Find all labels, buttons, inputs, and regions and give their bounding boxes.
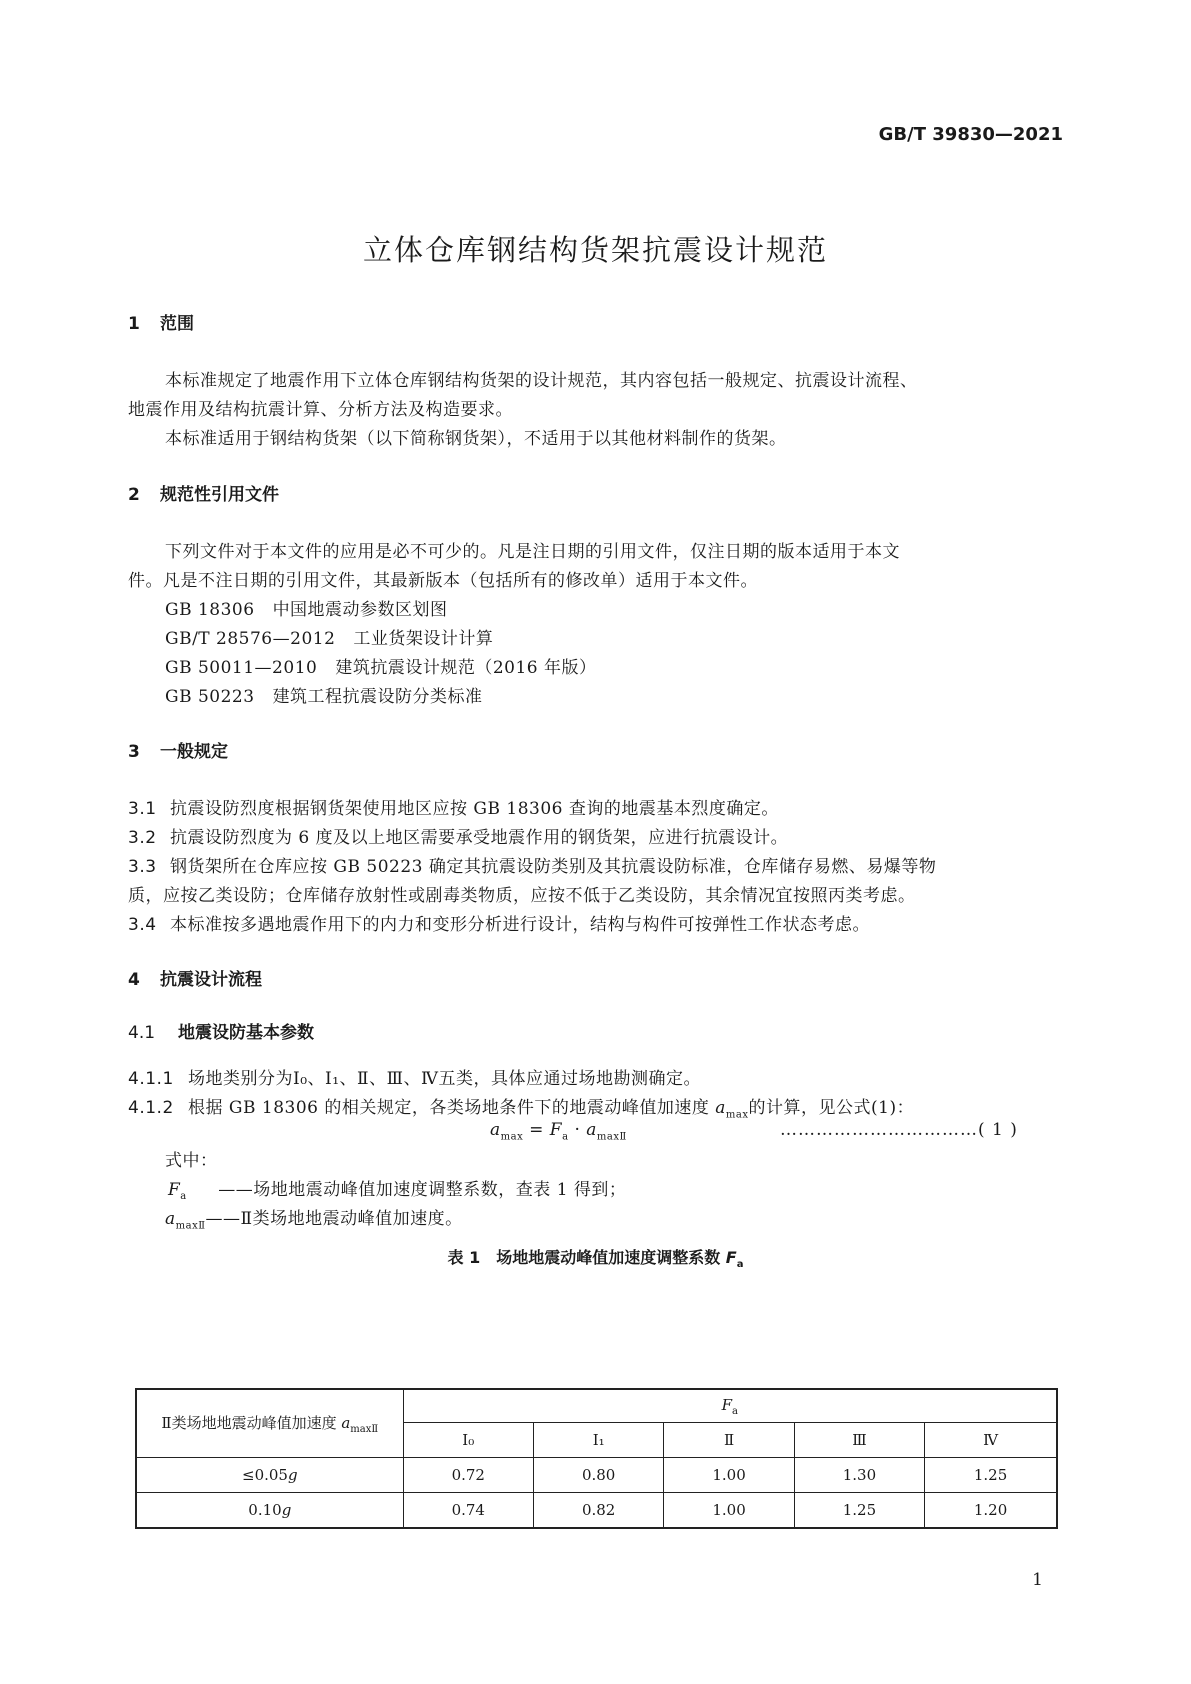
def-text: ——Ⅱ类场地地震动峰值加速度。 [205, 1209, 463, 1229]
formula-1-number [780, 1120, 1018, 1140]
def-symbol: F [168, 1180, 181, 1200]
reference-code: GB 18306 [165, 600, 255, 620]
section-title: 规范性引用文件 [160, 485, 279, 505]
row-label [136, 1458, 403, 1493]
clause-number: 4.1.2 [128, 1098, 174, 1118]
fa-header-cell [403, 1389, 1057, 1423]
symbol-a: a [715, 1098, 726, 1118]
clause-3-3-continuation: 质，应按乙类设防；仓库储存放射性或剧毒类物质，应按不低于乙类设防，其余情况宜按照丙类考虑。 [128, 886, 916, 906]
row-label-value: ≤0.05 [242, 1466, 288, 1484]
clause-4-1-2 [128, 1093, 914, 1120]
section-4-heading [128, 965, 262, 990]
page-number: 1 [1032, 1570, 1043, 1590]
document-title: 立体仓库钢结构货架抗震设计规范 [362, 233, 828, 267]
clause-number: 3.1 [128, 799, 157, 819]
row-label-unit: g [287, 1466, 298, 1484]
reference-code: GB 50223 [165, 687, 255, 707]
section-1-heading [128, 309, 194, 334]
reference-item [165, 682, 483, 707]
formula-r-subscript: maxⅡ [596, 1131, 627, 1143]
table-row [136, 1458, 1057, 1493]
symbol-subscript: max [725, 1109, 749, 1121]
fa-symbol: F [721, 1395, 733, 1414]
clause-3-4 [128, 910, 870, 935]
reference-code: GB/T 28576—2012 [165, 629, 336, 649]
row-label [136, 1493, 403, 1529]
subsection-number: 4.1 [128, 1023, 156, 1043]
clause-text: 本标准按多遇地震作用下的内力和变形分析进行设计，结构与构件可按弹性工作状态考虑。 [170, 915, 870, 935]
table-cell: 0.82 [533, 1493, 663, 1529]
section-number: 3 [128, 742, 140, 762]
formula-r-symbol: a [586, 1120, 597, 1140]
row-label-value: 0.10 [248, 1501, 282, 1519]
table-cell: 0.80 [533, 1458, 663, 1493]
caption-text: 表 1 场地地震动峰值加速度调整系数 [447, 1248, 726, 1267]
reference-code: GB 50011—2010 [165, 658, 318, 678]
def-subscript: maxⅡ [175, 1220, 206, 1232]
formula-dot: · [568, 1120, 587, 1140]
standard-number: GB/T 39830—2021 [878, 124, 1063, 145]
clause-4-1-1 [128, 1064, 701, 1089]
formula-dots: …………………………… [780, 1120, 978, 1140]
clause-number: 3.4 [128, 915, 157, 935]
clause-text: 根据 GB 18306 的相关规定，各类场地条件下的地震动峰值加速度 [188, 1098, 716, 1118]
formula-equals: = [523, 1120, 550, 1140]
fa-subscript: a [732, 1405, 738, 1417]
clause-text: 抗震设防烈度根据钢货架使用地区应按 GB 18306 查询的地震基本烈度确定。 [170, 799, 779, 819]
table-1-caption [0, 1245, 1191, 1270]
clause-text: 抗震设防烈度为 6 度及以上地区需要承受地震作用的钢货架，应进行抗震设计。 [170, 828, 789, 848]
section-title: 一般规定 [160, 742, 228, 762]
section-title: 范围 [160, 314, 194, 334]
subsection-4-1-heading [128, 1018, 314, 1043]
reference-item [165, 624, 493, 649]
clause-text: 钢货架所在仓库应按 GB 50223 确定其抗震设防类别及其抗震设防标准，仓库储存易燃、易爆等物 [170, 857, 937, 877]
table-header-row [136, 1389, 1057, 1423]
table-cell: 0.72 [403, 1458, 533, 1493]
section-2-heading [128, 480, 279, 505]
site-class-header: Ⅲ [794, 1423, 924, 1458]
clause-3-1 [128, 794, 779, 819]
reference-item [165, 595, 448, 620]
table-cell: 1.20 [925, 1493, 1057, 1529]
row-header-cell [136, 1389, 403, 1458]
clause-number: 4.1.1 [128, 1069, 174, 1089]
site-class-header: Ⅳ [925, 1423, 1057, 1458]
def-symbol: a [165, 1209, 176, 1229]
formula-1 [490, 1120, 627, 1142]
table-cell: 0.74 [403, 1493, 533, 1529]
s1-paragraph-line: 地震作用及结构抗震计算、分析方法及构造要求。 [128, 400, 513, 420]
table-cell: 1.25 [794, 1493, 924, 1529]
section-number: 1 [128, 314, 140, 334]
s1-paragraph-line: 本标准规定了地震作用下立体仓库钢结构货架的设计规范，其内容包括一般规定、抗震设计流程、 [165, 371, 918, 391]
formula-number: ( 1 ) [978, 1120, 1018, 1140]
def-subscript: a [180, 1191, 187, 1203]
clause-number: 3.3 [128, 857, 157, 877]
reference-item [165, 653, 597, 678]
clause-text: 的计算，见公式(1)： [748, 1098, 915, 1118]
reference-title: 建筑工程抗震设防分类标准 [272, 687, 483, 707]
row-label-unit: g [281, 1501, 292, 1519]
subsection-title: 地震设防基本参数 [178, 1023, 314, 1043]
section-number: 4 [128, 970, 140, 990]
definition-amax [165, 1204, 463, 1231]
site-class-header: Ⅱ [664, 1423, 794, 1458]
s2-paragraph-line: 下列文件对于本文件的应用是必不可少的。凡是注日期的引用文件，仅注日期的版本适用于本文 [165, 542, 900, 562]
section-3-heading [128, 737, 228, 762]
clause-number: 3.2 [128, 828, 157, 848]
formula-lhs-subscript: max [500, 1131, 524, 1143]
section-number: 2 [128, 485, 140, 505]
s2-paragraph-line: 件。凡是不注日期的引用文件，其最新版本（包括所有的修改单）适用于本文件。 [128, 571, 758, 591]
table-cell: 1.00 [664, 1493, 794, 1529]
row-header-subscript: maxⅡ [350, 1424, 379, 1435]
table-row [136, 1493, 1057, 1529]
table-1 [135, 1388, 1058, 1529]
table-cell: 1.25 [925, 1458, 1057, 1493]
table-cell: 1.00 [664, 1458, 794, 1493]
formula-f-symbol: F [549, 1120, 563, 1140]
row-header-symbol: a [341, 1414, 351, 1432]
site-class-header: Ⅰ₁ [533, 1423, 663, 1458]
site-class-header: Ⅰ₀ [403, 1423, 533, 1458]
clause-3-3 [128, 852, 936, 877]
reference-title: 中国地震动参数区划图 [272, 600, 448, 620]
reference-title: 工业货架设计计算 [353, 629, 494, 649]
reference-title: 建筑抗震设计规范（2016 年版） [335, 658, 597, 678]
row-header-text: Ⅱ类场地地震动峰值加速度 [161, 1414, 342, 1432]
section-title: 抗震设计流程 [160, 970, 262, 990]
where-label: 式中： [165, 1151, 218, 1171]
clause-text: 场地类别分为Ⅰ₀、Ⅰ₁、Ⅱ、Ⅲ、Ⅳ五类，具体应通过场地勘测确定。 [188, 1069, 701, 1089]
clause-3-2 [128, 823, 788, 848]
caption-subscript: a [736, 1259, 744, 1271]
formula-f-subscript: a [562, 1131, 569, 1143]
formula-lhs-symbol: a [490, 1120, 501, 1140]
table-cell: 1.30 [794, 1458, 924, 1493]
def-text: ——场地地震动峰值加速度调整系数，查表 1 得到； [218, 1180, 627, 1200]
caption-symbol: F [725, 1248, 737, 1267]
definition-fa [168, 1175, 626, 1202]
s1-paragraph: 本标准适用于钢结构货架（以下简称钢货架），不适用于以其他材料制作的货架。 [165, 429, 787, 449]
